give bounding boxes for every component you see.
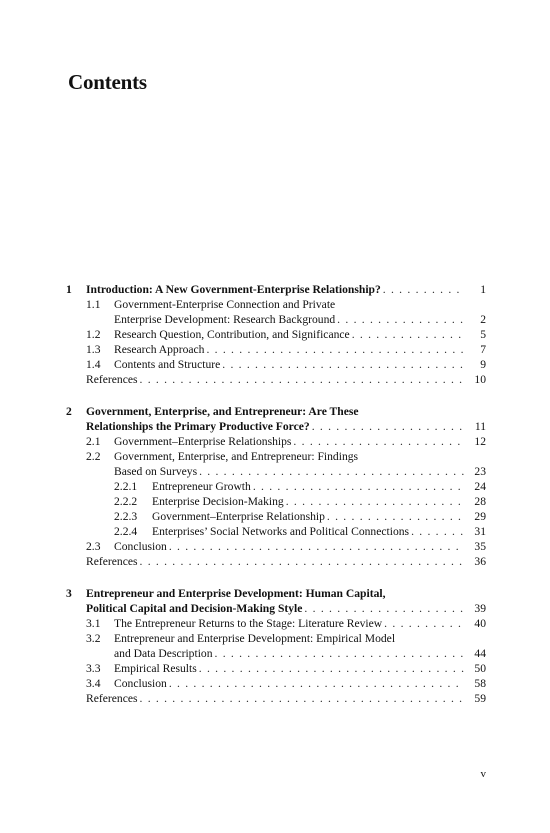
dot-leader: [304, 601, 464, 616]
dot-leader: [337, 312, 464, 327]
chapter-1: [66, 282, 486, 387]
chapter-title-line1: Entrepreneur and Enterprise Development: Human Capital,: [86, 587, 386, 600]
dot-leader: [140, 554, 465, 569]
page-number: 11: [474, 420, 486, 433]
section-title: Conclusion: [114, 677, 167, 690]
section-title-line2: Based on Surveys: [114, 465, 198, 478]
page-number: 31: [474, 525, 486, 538]
chapter-title-line1: Government, Enterprise, and Entrepreneur: Are These: [86, 405, 359, 418]
page-number: 7: [480, 343, 486, 356]
page-number: 24: [474, 480, 486, 493]
page-number: 58: [474, 677, 486, 690]
dot-leader: [222, 357, 464, 372]
toc-subentry[interactable]: [66, 509, 486, 524]
section-number: 3.1: [86, 617, 101, 630]
chapter-number: 3: [66, 587, 72, 600]
section-number: 1.2: [86, 328, 101, 341]
chapter-heading-continuation[interactable]: [66, 601, 486, 616]
dot-leader: [384, 616, 464, 631]
page-number: 9: [480, 358, 486, 371]
toc-entry-continuation[interactable]: [66, 312, 486, 327]
page-title: Contents: [68, 70, 147, 94]
toc-entry[interactable]: [66, 449, 486, 464]
section-title: Empirical Results: [114, 662, 197, 675]
page-number: 2: [480, 313, 486, 326]
toc-entry[interactable]: [66, 539, 486, 554]
page-number: 39: [474, 602, 486, 615]
section-title-line1: Entrepreneur and Enterprise Development: Empirical Model: [114, 632, 396, 645]
chapter-heading[interactable]: [66, 282, 486, 297]
section-title: The Entrepreneur Returns to the Stage: Literature Review: [114, 617, 383, 630]
dot-leader: [199, 661, 464, 676]
section-title: Research Approach: [114, 343, 205, 356]
page-number: 1: [480, 283, 486, 296]
chapter-heading-continuation[interactable]: [66, 419, 486, 434]
subsection-title: Enterprise Decision-Making: [152, 495, 284, 508]
toc-entry[interactable]: [66, 661, 486, 676]
toc-subentry[interactable]: [66, 494, 486, 509]
dot-leader: [253, 479, 464, 494]
references-label: References: [86, 555, 138, 568]
section-number: 2.2: [86, 450, 101, 463]
toc-entry[interactable]: [66, 676, 486, 691]
section-number: 1.1: [86, 298, 101, 311]
toc-entry-continuation[interactable]: [66, 464, 486, 479]
page-number: 28: [474, 495, 486, 508]
chapter-title: Introduction: A New Government-Enterprise Relationship?: [86, 283, 381, 296]
toc-entry[interactable]: [66, 434, 486, 449]
section-title-line2: Enterprise Development: Research Background: [114, 313, 336, 326]
dot-leader: [327, 509, 464, 524]
page-number: 50: [474, 662, 486, 675]
subsection-title: Enterprises’ Social Networks and Political Connections: [152, 525, 410, 538]
chapter-title-line2: Political Capital and Decision-Making Style: [86, 602, 303, 615]
section-number: 2.3: [86, 540, 101, 553]
section-title-line1: Government, Enterprise, and Entrepreneur: Findings: [114, 450, 359, 463]
dot-leader: [140, 372, 465, 387]
dot-leader: [286, 494, 464, 509]
dot-leader: [383, 282, 464, 297]
page-number: 10: [474, 373, 486, 386]
subsection-number: 2.2.4: [114, 525, 138, 538]
chapter-title-line2: Relationships the Primary Productive Force?: [86, 420, 310, 433]
dot-leader: [169, 676, 464, 691]
table-of-contents: [66, 282, 486, 723]
toc-subentry[interactable]: [66, 524, 486, 539]
toc-entry[interactable]: [66, 297, 486, 312]
chapter-heading[interactable]: [66, 586, 486, 601]
section-number: 3.4: [86, 677, 101, 690]
toc-entry[interactable]: [66, 342, 486, 357]
page-number: 44: [474, 647, 486, 660]
references-label: References: [86, 692, 138, 705]
toc-entry[interactable]: [66, 616, 486, 631]
page-number: 12: [474, 435, 486, 448]
toc-entry-continuation[interactable]: [66, 646, 486, 661]
page-number: 29: [474, 510, 486, 523]
section-title-line1: Government-Enterprise Connection and Private: [114, 298, 336, 311]
dot-leader: [352, 327, 464, 342]
page-number: 36: [474, 555, 486, 568]
section-title: Government–Enterprise Relationships: [114, 435, 292, 448]
toc-references[interactable]: [66, 554, 486, 569]
toc-entry[interactable]: [66, 631, 486, 646]
subsection-title: Government–Enterprise Relationship: [152, 510, 325, 523]
chapter-heading[interactable]: [66, 404, 486, 419]
section-number: 1.3: [86, 343, 101, 356]
section-number: 3.2: [86, 632, 101, 645]
page-number: 35: [474, 540, 486, 553]
page-folio: v: [480, 768, 486, 780]
section-number: 1.4: [86, 358, 101, 371]
section-title: Research Question, Contribution, and Significance: [114, 328, 350, 341]
page-number: 5: [480, 328, 486, 341]
dot-leader: [140, 691, 465, 706]
subsection-number: 2.2.2: [114, 495, 138, 508]
chapter-number: 2: [66, 405, 72, 418]
section-title-line2: and Data Description: [114, 647, 213, 660]
section-number: 2.1: [86, 435, 101, 448]
chapter-2: [66, 404, 486, 569]
page-number: 40: [474, 617, 486, 630]
page-number: 23: [474, 465, 486, 478]
toc-references[interactable]: [66, 691, 486, 706]
toc-references[interactable]: [66, 372, 486, 387]
subsection-number: 2.2.3: [114, 510, 138, 523]
section-number: 3.3: [86, 662, 101, 675]
dot-leader: [312, 419, 464, 434]
page-number: 59: [474, 692, 486, 705]
toc-subentry[interactable]: [66, 479, 486, 494]
section-title: Contents and Structure: [114, 358, 221, 371]
dot-leader: [199, 464, 464, 479]
toc-entry[interactable]: [66, 357, 486, 372]
toc-entry[interactable]: [66, 327, 486, 342]
dot-leader: [411, 524, 464, 539]
dot-leader: [293, 434, 464, 449]
dot-leader: [206, 342, 464, 357]
chapter-number: 1: [66, 283, 72, 296]
subsection-number: 2.2.1: [114, 480, 138, 493]
dot-leader: [169, 539, 464, 554]
section-title: Conclusion: [114, 540, 167, 553]
chapter-3: [66, 586, 486, 706]
subsection-title: Entrepreneur Growth: [152, 480, 251, 493]
references-label: References: [86, 373, 138, 386]
dot-leader: [215, 646, 464, 661]
